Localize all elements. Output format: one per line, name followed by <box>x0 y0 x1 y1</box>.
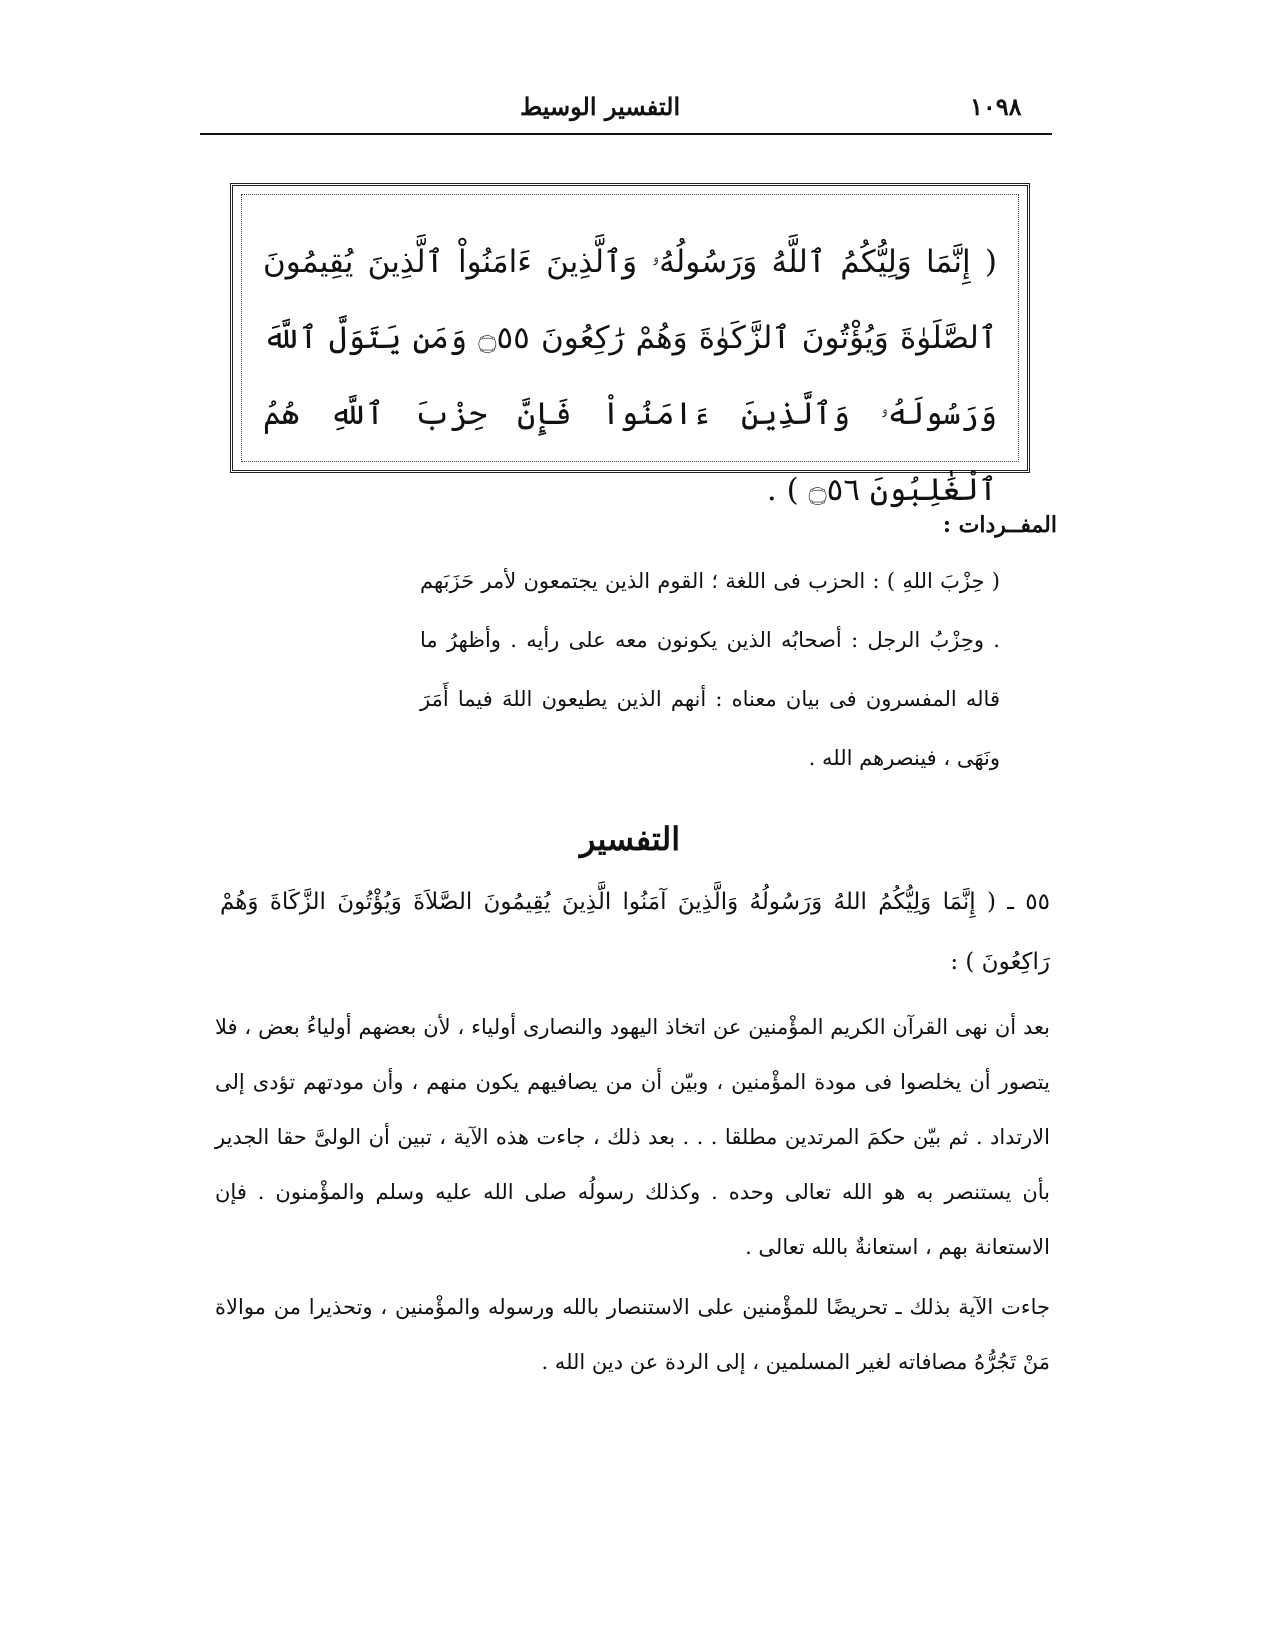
commentary-paragraph: بعد أن نهى القرآن الكريم المؤْمنين عن اتخاذ اليهود والنصارى أولياء ، لأن بعضهم أولياءُ بعض ، فلا يتصور أن يخلصوا فى مودة المؤْمنين ، وبيّن أن من يصافيهم يكون منهم ، وأن مودتهم تؤدى إلى الارتداد . ثم بيّن حكمَ المرتدين مطلقا . . . بعد ذلك ، جاءت هذه الآية ، تبين أن الولىَّ حقا الجدير بأن يستنصر به هو الله تعالى وحده . وكذلك رسولُه صلى الله عليه وسلم والمؤْمنون . فإن الاستعانة بهم ، استعانةٌ بالله تعالى . <box>215 1015 1050 1259</box>
page-number: ١٠٩٨ <box>970 92 1022 121</box>
vocabulary-body: ( حِزْبَ اللهِ ) : الحزب فى اللغة ؛ القوم الذين يجتمعون لأمر حَزَبَهم . وحِزْبُ الرجل : أصحابُه الذين يكونون معه على رأيه . وأظهرُ ما قاله المفسرون فى بيان معناه : أنهم الذين يطيعون اللهَ فيما أَمَرَ ونَهَى ، فينصرهم الله . <box>420 569 1000 770</box>
tafsir-heading: التفسير <box>579 820 681 858</box>
header-rule <box>200 133 1052 135</box>
running-title: التفسير الوسيط <box>520 92 681 121</box>
quran-verse-frame <box>230 183 1030 508</box>
page-header <box>200 92 1060 132</box>
verse-quote: ٥٥ ـ ( إِنَّمَا وَلِيُّكُمُ اللهُ وَرَسُولُهُ وَالَّذِينَ آمَنُوا الَّذِينَ يُقِيمُونَ الصَّلاَةَ وَيُؤْتُونَ الزَّكَاةَ وَهُمْ رَاكِعُونَ ) : <box>220 889 1050 975</box>
commentary-paragraph: جاءت الآية بذلك ـ تحريضًا للمؤْمنين على الاستنصار بالله ورسوله والمؤْمنين ، وتحذيرا من موالاة مَنْ تَجُرُّهُ مصافاته لغير المسلمين ، إلى الردة عن دين الله . <box>215 1295 1050 1374</box>
vocabulary-heading: المفــردات : <box>942 512 1057 538</box>
quran-verse-text: ( إِنَّمَا وَلِيُّكُمُ ٱللَّهُ وَرَسُولُهُۥ وَٱلَّذِينَ ءَامَنُواْ ٱلَّذِينَ يُقِيمُونَ ٱلصَّلَوٰةَ وَيُؤْتُونَ ٱلزَّكَوٰةَ وَهُمْ رَٰكِعُونَ ۝٥٥ وَمَن يَتَوَلَّ ٱللَّهَ وَرَسُولَهُۥ وَٱلَّذِينَ ءَامَنُواْ فَإِنَّ حِزْبَ ٱللَّهِ هُمُ ٱلْغَٰلِبُونَ ۝٥٦ ) . <box>263 244 997 508</box>
